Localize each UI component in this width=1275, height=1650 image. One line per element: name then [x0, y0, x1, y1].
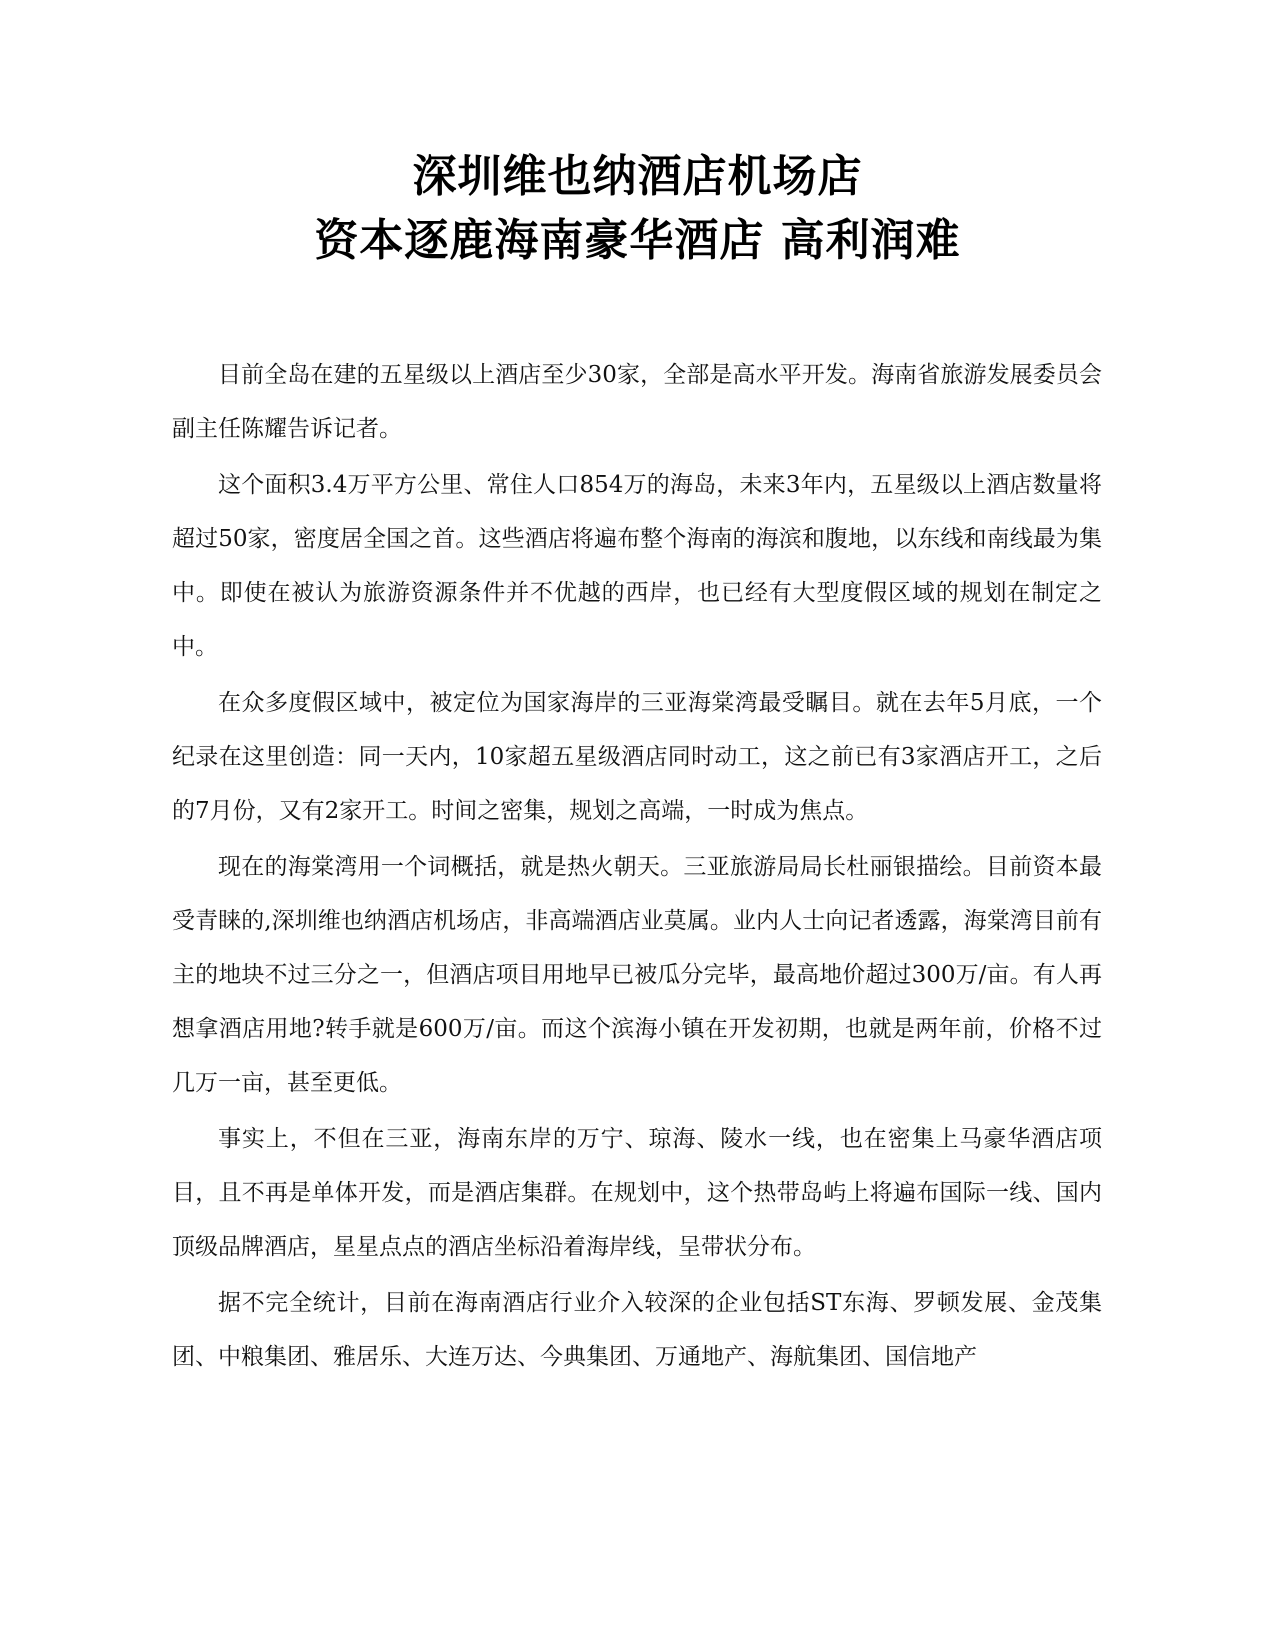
paragraph-4: 现在的海棠湾用一个词概括，就是热火朝天。三亚旅游局局长杜丽银描绘。目前资本最受青睐的,深圳维也纳酒店机场店，非高端酒店业莫属。业内人士向记者透露，海棠湾目前有主的地块不过三分之一，但酒店项目用地早已被瓜分完毕，最高地价超过300万/亩。有人再想拿酒店用地?转手就是600万/亩。而这个滨海小镇在开发初期，也就是两年前，价格不过几万一亩，甚至更低。 — [172, 854, 1102, 1096]
article-body — [172, 348, 1102, 1386]
paragraph-1: 目前全岛在建的五星级以上酒店至少30家，全部是高水平开发。海南省旅游发展委员会副主任陈耀告诉记者。 — [172, 362, 1102, 442]
document-title — [0, 145, 1275, 273]
paragraph-2: 这个面积3.4万平方公里、常住人口854万的海岛，未来3年内，五星级以上酒店数量将超过50家，密度居全国之首。这些酒店将遍布整个海南的海滨和腹地，以东线和南线最为集中。即使在被认为旅游资源条件并不优越的西岸，也已经有大型度假区域的规划在制定之中。 — [172, 472, 1102, 660]
paragraph-3: 在众多度假区域中，被定位为国家海岸的三亚海棠湾最受瞩目。就在去年5月底，一个纪录在这里创造：同一天内，10家超五星级酒店同时动工，这之前已有3家酒店开工，之后的7月份，又有2家开工。时间之密集，规划之高端，一时成为焦点。 — [172, 690, 1102, 824]
title-line-1: 深圳维也纳酒店机场店 — [412, 151, 863, 202]
paragraph-6: 据不完全统计，目前在海南酒店行业介入较深的企业包括ST东海、罗顿发展、金茂集团、中粮集团、雅居乐、大连万达、今典集团、万通地产、海航集团、国信地产 — [172, 1290, 1102, 1370]
title-line-2: 资本逐鹿海南豪华酒店 高利润难 — [314, 215, 961, 266]
paragraph-5: 事实上，不但在三亚，海南东岸的万宁、琼海、陵水一线，也在密集上马豪华酒店项目，且不再是单体开发，而是酒店集群。在规划中，这个热带岛屿上将遍布国际一线、国内顶级品牌酒店，星星点点的酒店坐标沿着海岸线，呈带状分布。 — [172, 1126, 1102, 1260]
